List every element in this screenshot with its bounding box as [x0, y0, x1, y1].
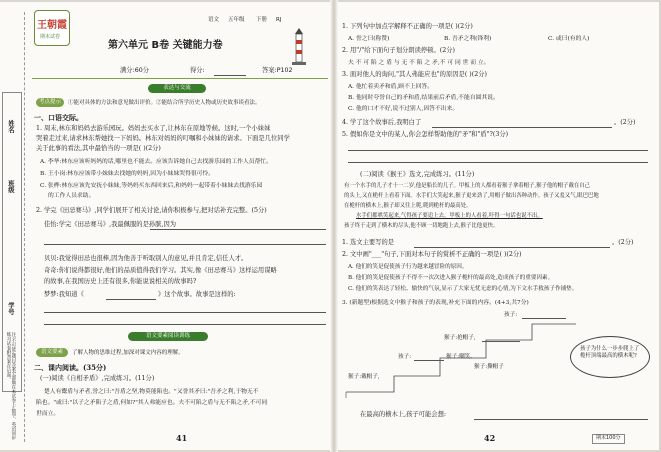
r-q7-a: A. 他们的笑是促使孩子行为越来越冒险的原因。 — [348, 264, 468, 270]
r-q7-b: B. 他们的笑是促使孩子不得不一次次进入猴子桅杆的最高处,造成孩子的重要因素。 — [348, 275, 554, 281]
diagram-monkey-hat: 猴子:抢帽子, — [444, 335, 476, 341]
diagram-boy: 孩子: — [398, 354, 412, 360]
r-q6: 1. 选文主要写的是 — [342, 239, 395, 246]
thought-bubble-text: 孩子为什么一步步爬上了桅杆顶端最高的横木呢? — [580, 346, 640, 360]
r-q6-score: 。(2分) — [612, 239, 634, 246]
answer-blank[interactable] — [44, 324, 326, 325]
score-blank — [214, 75, 246, 76]
q2-mengmeng-cont: 》这个故事。故事是这样的: — [158, 291, 236, 298]
answer-blank[interactable] — [348, 150, 648, 151]
full-score: 满分:60分 — [120, 67, 150, 74]
score-got-label: 得分: — [190, 67, 205, 74]
q1-line: 哭着走过来,请求林东帮她找一下妈妈。林东对妈妈的叮嘱和小妹妹的请求。下面是几位同学 — [36, 135, 290, 142]
answer-blank[interactable] — [106, 299, 156, 300]
tip-tag: 考点提示 — [36, 98, 64, 107]
cut-line — [24, 12, 25, 442]
answer-ref: 答案:P102 — [262, 67, 293, 74]
r-q8: 3. (新题型)根据选文中猴子和孩子的表现,补充下面的内容。(4+3,共7分) — [342, 300, 529, 306]
q1-option-b: B. 王小岗:林东应该带小妹妹去找她的妈妈,因为小妹妹哭得很可怜。 — [40, 171, 215, 177]
tip2-text: 了解人物的思维过程,加深对课文内容的理解。 — [72, 350, 184, 356]
answer-blank[interactable] — [522, 318, 566, 319]
section-title-expression: 表达与交流 — [148, 84, 206, 93]
tip-text: ①能对具体的方法和意见做出评价。②能结合所学历史人物或历史故事谈看法。 — [68, 100, 261, 106]
r-q5: 5. 假如你是文中的某人,你会怎样帮助他的"矛"和"盾"?(3分) — [342, 131, 509, 138]
r-q1-b: B. 吾矛之利(锋利) — [444, 36, 492, 42]
q1-line: 1. 周末,林东和妈妈去游乐园玩。妈妈去买水了,让林东在原地等候。这时,一个小妹妹 — [36, 125, 271, 132]
answer-blank[interactable] — [414, 247, 610, 248]
r-q1-a: A. 誉之曰(称赞) — [348, 36, 390, 42]
r-q3-a: A. 他忙着卖矛和盾,顾不上回答。 — [348, 84, 434, 90]
reading2-line: 有一个水手的儿子才十一二岁,他是船长的儿子。甲板上的人都看着猴子拿着帽子,猴子他的帽子戴在自己 — [344, 183, 591, 189]
binding-label-name: 姓名 — [6, 120, 14, 133]
book-fold — [330, 0, 338, 452]
tip2-tag: 语文要素 — [36, 348, 68, 357]
reading2-line: 在桅杆的横木上,猴子却又往上爬,爬到桅杆的最高处。 — [344, 203, 472, 209]
page-title: 第六单元 B卷 关键能力卷 — [108, 40, 223, 51]
left-page — [0, 2, 336, 450]
answer-blank[interactable] — [482, 341, 520, 342]
reading2-line-underlined: 水手们都哄笑起来,气得孩子要追上去。甲板上的人看着,吓得一句话也说不出。 — [356, 213, 543, 219]
answer-blank[interactable] — [474, 419, 648, 420]
diagram-monkey-mock: 猴子:撕帽子 — [474, 364, 504, 370]
part1-heading: 一、口语交际。 — [34, 113, 83, 122]
footer-tag: 期末100分 — [592, 434, 625, 444]
reading1-line: 世而立。 — [36, 411, 60, 417]
page-number-right: 42 — [484, 433, 496, 443]
answer-blank[interactable] — [44, 312, 326, 313]
q1-line: 关于此事的看法,其中最恰当的一项是( )(2分) — [36, 145, 161, 152]
r-q3-c: C. 他的口才不好,说不过别人,因答不出来。 — [348, 106, 459, 112]
r-q2: 2. 用"/"给下面句子划分朗读停顿。(2分) — [342, 47, 455, 54]
reading2-line: 孩子终于走到了横木的尽头,他不顾一切地跑上去,猴子比他更快。 — [344, 223, 499, 229]
q2-qiqi-cont: 的故事,在我国历史上还有很多,你能说说相关的故事吗? — [44, 278, 197, 285]
reading1-title: (一)阅读《自相矛盾》,完成练习。(11分) — [40, 375, 155, 382]
reading2-line: 的头上,又在桅杆上看着下面。水手们大笑起来,猴子更来劲了,用帽子做出各种动作。孩子又羞又气,眼巴巴地 — [344, 193, 599, 199]
r-q3-b: B. 他同时夸誉自己的矛和盾,结果前后矛盾,不能自圆其说。 — [348, 95, 499, 101]
subject: 语文 — [208, 17, 220, 23]
answer-blank[interactable] — [432, 127, 612, 128]
diagram-boy-top: 孩子: — [504, 312, 518, 318]
answer-blank[interactable] — [414, 360, 444, 361]
binding-label-number: 学号 — [6, 302, 14, 315]
brand-logo — [34, 10, 70, 46]
lighthouse-icon — [290, 26, 308, 66]
r-q8-end: 在最高的横木上,孩子可能会想: — [360, 411, 446, 418]
header-divider — [32, 78, 328, 79]
q1-option-c: C. 张桦:林东应该先安抚小妹妹,等妈妈买东西回来后,和妈妈一起带着小妹妹去找游乐园 — [40, 183, 263, 189]
q2-mengmeng: 梦梦:我知道《 — [44, 291, 84, 298]
r-q2-sentence: 夫 不 可 陷 之 盾 与 无 不 陷 之 矛,不 可 同 世 而 立。 — [348, 60, 490, 66]
q2-jiayi: 佳怡:学完《田忌赛马》,我最佩服的是孙膑,因为 — [44, 221, 177, 228]
diagram-monkey-wear: 猴子:戴帽子, — [348, 374, 380, 380]
answer-blank[interactable] — [150, 229, 326, 230]
diagram-monkey-spit: 猴子:嘲笑、 — [446, 354, 476, 360]
binding-label-class: 班级 — [6, 180, 14, 193]
section-title-reading: 语文要素阅读训练 — [128, 332, 208, 341]
r-q3: 3. 面对他人的询问,"其人弗能应也"的原因是( )(2分) — [342, 71, 487, 78]
r-q7: 2. 文中画"___"句子,下面对本句子的赏析不正确的一项是( )(2分) — [342, 251, 522, 258]
grade: 五年级 — [228, 17, 245, 23]
reading1-line: 陷也。"或曰:"以子之矛陷子之盾,何如?"其人弗能应也。夫不可陷之盾与无不陷之矛,不可同 — [36, 400, 268, 406]
r-q1: 1. 下列句中加点字解释不正确的一项是( )(2分) — [342, 23, 473, 30]
edition: RJ — [276, 17, 282, 23]
q1-option-c-cont: 的工作人员求助。 — [48, 193, 95, 199]
reading1-line: 楚人有鬻盾与矛者,誉之曰:"吾盾之坚,物莫能陷也。"又誉其矛曰:"吾矛之利,于物无不 — [44, 389, 259, 395]
q1-option-a: A. 李华:林东应该听妈妈的话,哪里也不能去。应该告诉她自己去找游乐园的工作人员帮忙。 — [40, 159, 272, 165]
answer-blank[interactable] — [348, 162, 648, 163]
page-number-left: 41 — [176, 433, 188, 443]
term: 下册 — [256, 17, 268, 23]
reading2-title: (二)阅读《猴王》选文,完成练习。(11分) — [360, 171, 475, 178]
q2-qiqi: 奇奇:你们说得都很好,他们的品质值得我们学习。其实,像《田忌赛马》这样运用谋略 — [44, 267, 277, 274]
r-q1-c: C. 或曰(有的人) — [548, 36, 590, 42]
q2-beibei: 贝贝:我觉得田忌也很棒,因为他善于听取别人的意见,并且肯定,信任人才。 — [44, 255, 248, 262]
brand-name: 王朝霞 — [37, 20, 67, 31]
brand-sub: 期末试卷 — [40, 34, 61, 40]
r-q4: 4. 学了这个故事后,我明白了 — [342, 119, 422, 126]
r-q4-score: 。(2分) — [614, 119, 636, 126]
r-q7-c: C. 他们的笑表达了轻松、愉快的气氛,显示了大家无忧无虑的心情,为下文水手救孩子作铺垫。 — [348, 286, 578, 292]
part2-heading: 二、课内阅读。(35分) — [34, 363, 107, 372]
right-page — [334, 2, 659, 450]
binding-note: 注:不可能,题目答案全部做在本试卷上,数学、英语同步练习试卷附答案在后面。 — [5, 332, 16, 440]
q2-prompt: 2. 学完《田忌赛马》,同学们展开了相关讨论,请你积极参与,把对话补充完整。(5分) — [36, 207, 267, 214]
answer-blank[interactable] — [44, 244, 326, 245]
